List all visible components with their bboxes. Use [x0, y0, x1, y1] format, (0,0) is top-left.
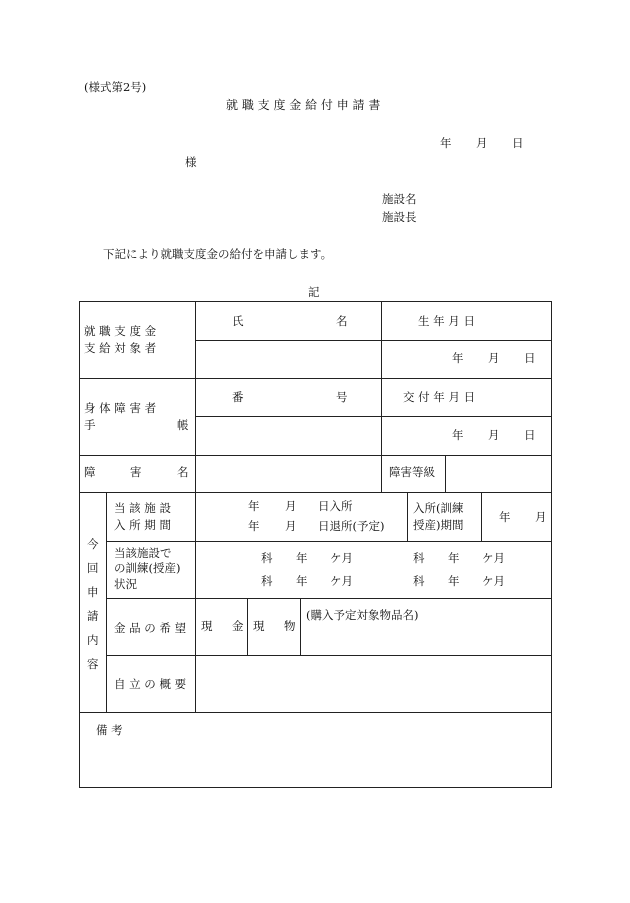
- page-title: 就 職 支 度 金 給 付 申 請 書: [226, 98, 381, 112]
- disability-label-sho: 障: [84, 465, 96, 479]
- issue-year-label: 年: [452, 428, 464, 442]
- training-course-label: 科: [261, 551, 273, 565]
- issue-month-label: 月: [488, 428, 500, 442]
- cash-option-kin[interactable]: 金: [232, 619, 244, 633]
- disability-label-gai: 害: [130, 465, 142, 479]
- issue-day-label: 日: [524, 428, 536, 442]
- training-label-line2: の訓練(授産): [114, 561, 181, 575]
- stay-period-label-line1: 当 該 施 設: [114, 501, 171, 515]
- section-label-char: 請: [87, 609, 99, 623]
- facility-name-label: 施設名: [382, 192, 417, 206]
- section-label-char: 回: [87, 561, 99, 575]
- training-label-line1: 当該施設で: [114, 546, 172, 560]
- stay-start-suffix: 日入所: [318, 499, 353, 513]
- name-label-mei: 名: [336, 314, 348, 328]
- date-day-label: 日: [512, 136, 524, 150]
- training-years-label: 年: [448, 574, 460, 588]
- training-course-label: 科: [413, 551, 425, 565]
- training-months-label: ケ月: [482, 551, 505, 565]
- facility-head-label: 施設長: [382, 210, 417, 224]
- admission-period-label-line2: 授産)期間: [413, 518, 464, 532]
- goods-option-gen[interactable]: 現: [253, 619, 265, 633]
- section-label-char: 申: [87, 585, 99, 599]
- stay-start-year: 年: [248, 499, 260, 513]
- birth-date-label: 生 年 月 日: [418, 314, 475, 328]
- stay-end-month: 月: [285, 519, 297, 533]
- cash-option-gen[interactable]: 現: [201, 619, 213, 633]
- admission-period-label-line1: 入所(訓練: [413, 501, 464, 515]
- training-years-label: 年: [296, 551, 308, 565]
- form-number: (様式第2号): [84, 80, 147, 94]
- recipient-label-line1: 就 職 支 度 金: [84, 324, 157, 338]
- admission-year-label: 年: [499, 510, 511, 524]
- stay-end-suffix: 日退所(予定): [318, 519, 385, 533]
- handbook-label-te: 手: [84, 418, 96, 432]
- addressee-suffix: 様: [185, 155, 197, 169]
- training-months-label: ケ月: [330, 551, 353, 565]
- training-course-label: 科: [261, 574, 273, 588]
- stay-period-label-line2: 入 所 期 間: [114, 518, 171, 532]
- issue-date-label: 交 付 年 月 日: [403, 390, 476, 404]
- training-months-label: ケ月: [330, 574, 353, 588]
- disability-label-mei: 名: [177, 465, 189, 479]
- training-years-label: 年: [296, 574, 308, 588]
- date-month-label: 月: [476, 136, 488, 150]
- number-label-go: 号: [336, 390, 348, 404]
- section-label-char: 今: [87, 537, 99, 551]
- birth-day-label: 日: [524, 351, 536, 365]
- goods-item-note: (購入予定対象物品名): [306, 608, 419, 622]
- birth-month-label: 月: [488, 351, 500, 365]
- birth-year-label: 年: [452, 351, 464, 365]
- number-label-ban: 番: [232, 390, 244, 404]
- stay-start-month: 月: [285, 499, 297, 513]
- admission-month-label: 月: [535, 510, 547, 524]
- training-months-label: ケ月: [482, 574, 505, 588]
- section-label-char: 内: [87, 633, 99, 647]
- handbook-label-line1: 身 体 障 害 者: [84, 401, 157, 415]
- section-label-char: 容: [87, 657, 99, 671]
- independence-overview-label: 自 立 の 概 要: [114, 677, 187, 691]
- ki-label: 記: [308, 285, 320, 299]
- training-label-line3: 状況: [114, 577, 137, 591]
- training-course-label: 科: [413, 574, 425, 588]
- goods-option-butsu[interactable]: 物: [284, 619, 296, 633]
- handbook-label-cho: 帳: [177, 418, 189, 432]
- stay-end-year: 年: [248, 519, 260, 533]
- intro-text: 下記により就職支度金の給付を申請します。: [103, 247, 333, 261]
- name-label-shi: 氏: [232, 314, 244, 328]
- disability-grade-label: 障害等級: [389, 465, 435, 479]
- recipient-label-line2: 支 給 対 象 者: [84, 341, 157, 355]
- date-year-label: 年: [440, 136, 452, 150]
- remarks-label: 備 考: [96, 723, 123, 737]
- goods-preference-label: 金 品 の 希 望: [114, 621, 187, 635]
- training-years-label: 年: [448, 551, 460, 565]
